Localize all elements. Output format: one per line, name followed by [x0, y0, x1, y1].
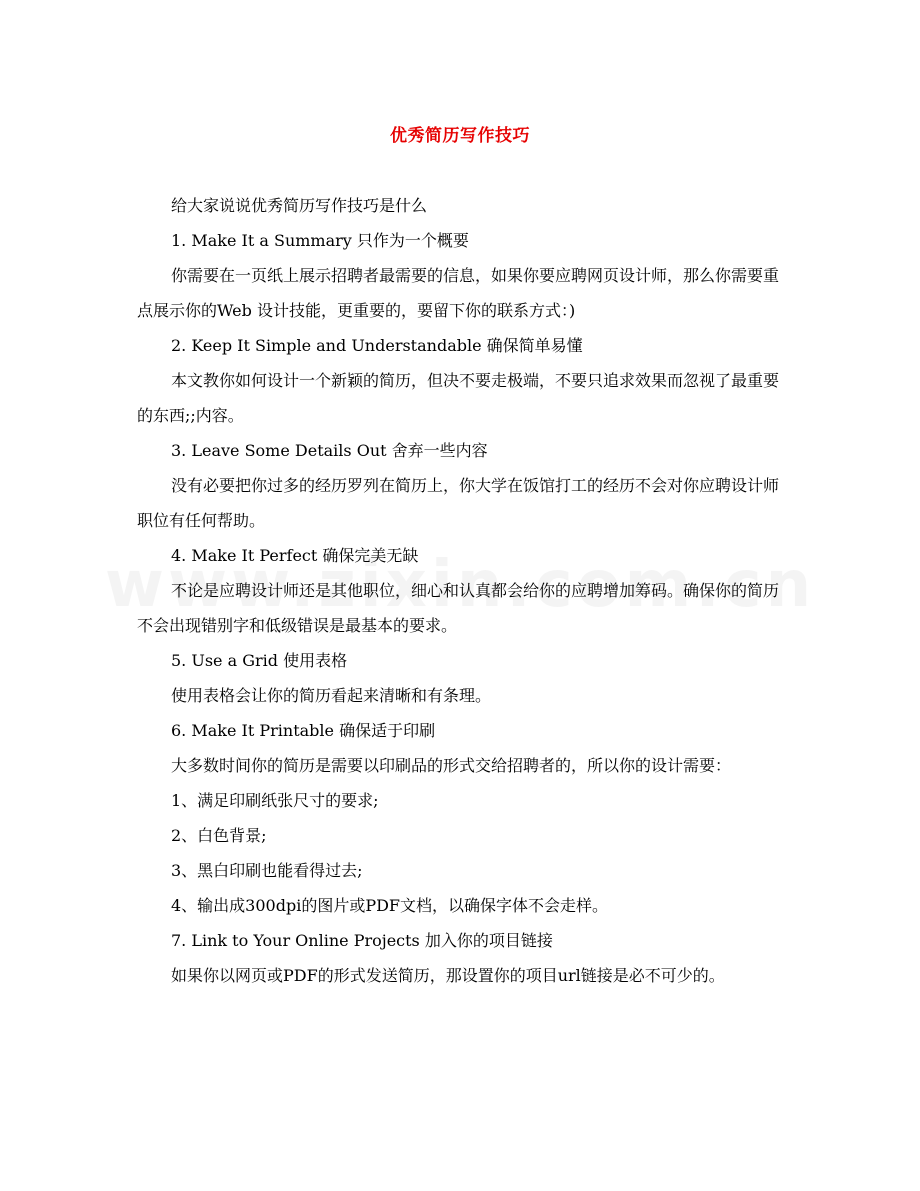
heading-1: 1. Make It a Summary 只作为一个概要: [171, 231, 469, 250]
heading-4: 4. Make It Perfect 确保完美无缺: [171, 546, 419, 565]
list-item: 3、黑白印刷也能看得过去;: [171, 861, 363, 880]
heading-3: 3. Leave Some Details Out 舍弃一些内容: [171, 441, 488, 460]
paragraph-5: 使用表格会让你的简历看起来清晰和有条理。: [171, 686, 492, 705]
document-body: [137, 188, 789, 993]
paragraph-1: 你需要在一页纸上展示招聘者最需要的信息，如果你要应聘网页设计师，那么你需要重点展示你的Web 设计技能，更重要的，要留下你的联系方式：): [137, 266, 780, 320]
heading-6: 6. Make It Printable 确保适于印刷: [171, 721, 436, 740]
intro-paragraph: 给大家说说优秀简历写作技巧是什么: [171, 196, 428, 215]
heading-2: 2. Keep It Simple and Understandable 确保简单易懂: [171, 336, 583, 355]
heading-5: 5. Use a Grid 使用表格: [171, 651, 348, 670]
heading-7: 7. Link to Your Online Projects 加入你的项目链接: [171, 931, 553, 950]
list-item: 1、满足印刷纸张尺寸的要求;: [171, 791, 379, 810]
paragraph-7: 如果你以网页或PDF的形式发送简历，那设置你的项目url链接是必不可少的。: [171, 966, 725, 985]
paragraph-3: 没有必要把你过多的经历罗列在简历上，你大学在饭馆打工的经历不会对你应聘设计师职位有任何帮助。: [137, 476, 780, 530]
list-item: 4、输出成300dpi的图片或PDF文档，以确保字体不会走样。: [171, 896, 609, 915]
paragraph-6: 大多数时间你的简历是需要以印刷品的形式交给招聘者的，所以你的设计需要：: [171, 756, 732, 775]
list-item: 2、白色背景;: [171, 826, 267, 845]
paragraph-4: 不论是应聘设计师还是其他职位，细心和认真都会给你的应聘增加筹码。确保你的简历不会出现错别字和低级错误是最基本的要求。: [137, 581, 780, 635]
paragraph-2: 本文教你如何设计一个新颖的简历，但决不要走极端，不要只追求效果而忽视了最重要的东西;;内容。: [137, 371, 780, 425]
document-title: 优秀简历写作技巧: [390, 126, 530, 146]
